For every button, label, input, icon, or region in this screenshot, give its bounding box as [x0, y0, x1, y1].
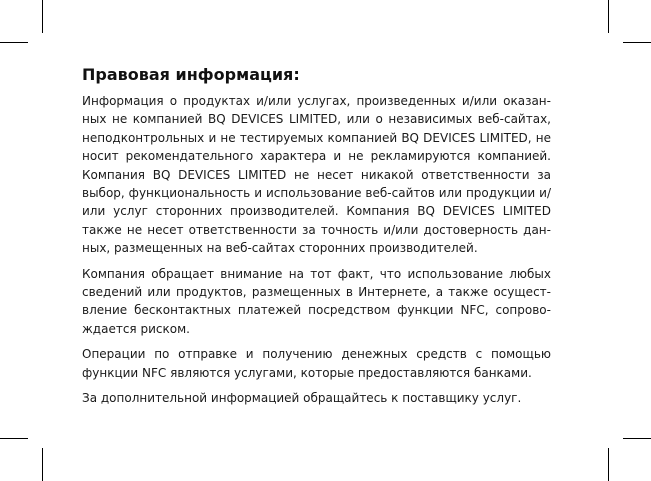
crop-mark-bottom-left-horizontal — [0, 438, 28, 439]
paragraph-internet-nfc-risk: Компания обращает внимание на тот факт, что использование любых сведений или продуктов, размещенных в Интернете, а также осуществление бесконтактных платежей посредством функции NFC, сопровождается риском. — [82, 266, 551, 336]
crop-mark-top-left-horizontal — [0, 42, 28, 43]
crop-mark-bottom-left-vertical — [42, 448, 43, 481]
crop-mark-top-left-vertical — [42, 0, 43, 33]
page-title: Правовая информация: — [82, 65, 300, 84]
crop-mark-top-right-vertical — [608, 0, 609, 33]
crop-mark-bottom-right-horizontal — [623, 438, 651, 439]
paragraph-nfc-bank-services: Операции по отправке и получению денежных средств с помощью функции NFC являются услугами, которые предоставляются банками. — [82, 347, 551, 380]
paragraph-third-party-disclaimer: Информация о продуктах и/или услугах, произведенных и/или оказанных не компанией BQ DEVICES LIMITED, или о независимых веб-сайтах, неподконтрольных и не тестируемых компанией BQ DEVICES LIMITED, не носит рекомендательного характера и не рекламируются компанией. Компания BQ DEVICES LIMITED не несет никакой ответственности за выбор, функциональность и использование веб-сайтов или продукции и/или услуг сторонних производителей. Компания BQ DEVICES LIMITED также не несет ответственности за точность и/или достоверность данных, размещенных на веб-сайтах сторонних производителей. — [82, 94, 551, 256]
legal-info-section — [82, 64, 551, 408]
paragraph-contact-provider: За дополнительной информацией обращайтесь к поставщику услуг. — [82, 391, 522, 406]
crop-mark-top-right-horizontal — [623, 42, 651, 43]
crop-mark-bottom-right-vertical — [608, 448, 609, 481]
